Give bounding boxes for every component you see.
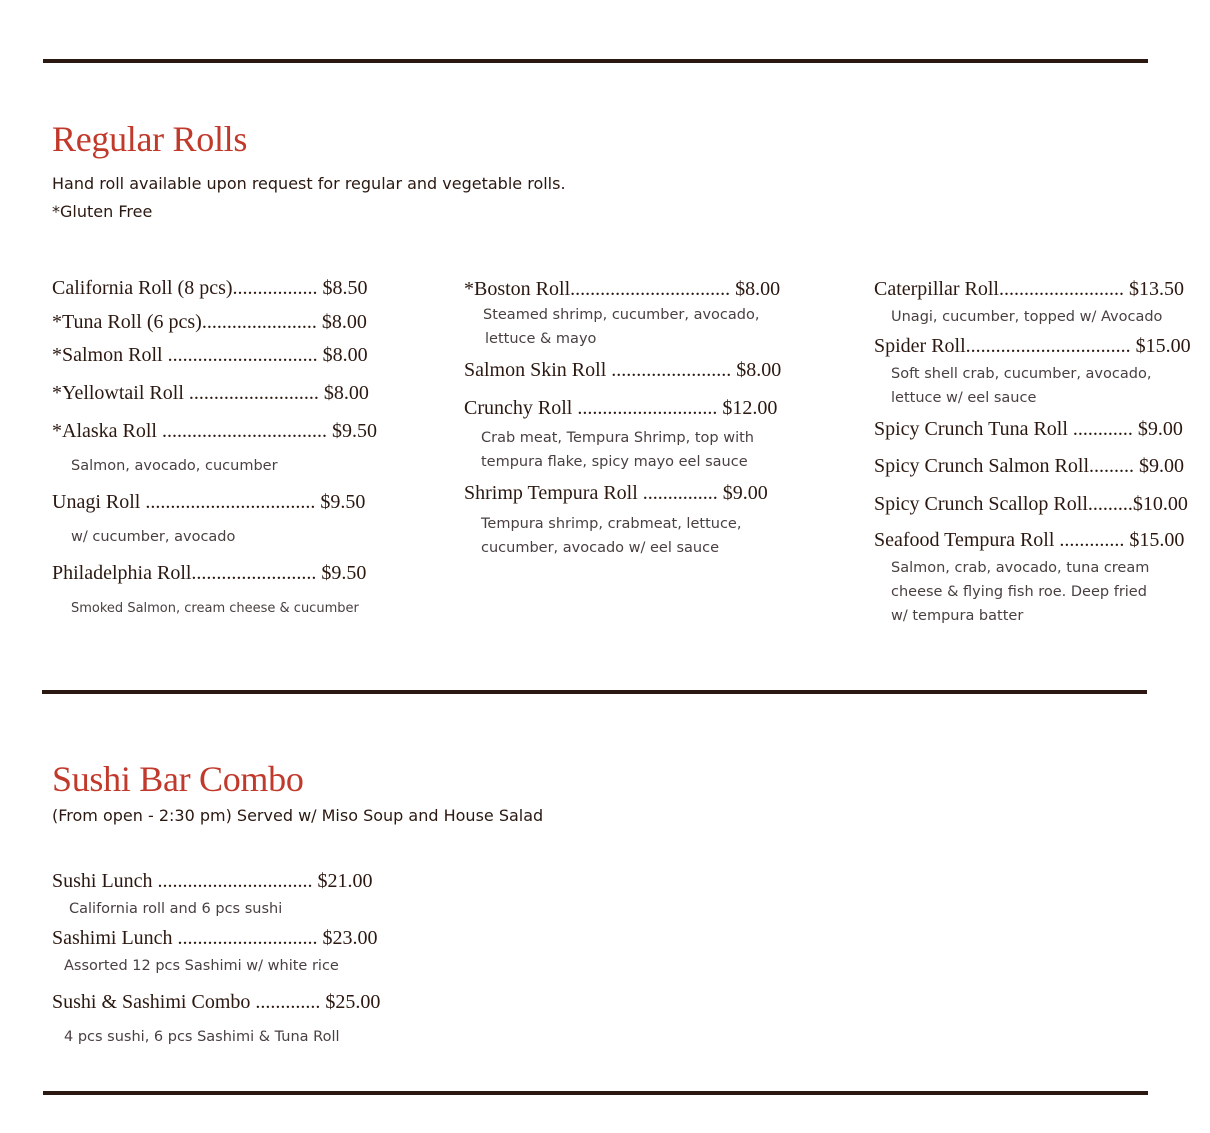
menu-item-sushi-lunch: Sushi Lunch ............................... $21.00 — [52, 870, 373, 892]
menu-item-spicy-crunch-scallop-roll: Spicy Crunch Scallop Roll.........$10.00 — [874, 493, 1188, 515]
menu-item-sushi-sashimi-combo: Sushi & Sashimi Combo ............. $25.00 — [52, 991, 381, 1013]
menu-item-california-roll: California Roll (8 pcs)................. $8.50 — [52, 277, 368, 299]
gluten-free-note: *Gluten Free — [52, 202, 153, 221]
menu-item-spicy-crunch-tuna-roll: Spicy Crunch Tuna Roll ............ $9.00 — [874, 418, 1183, 440]
seafood-tempura-roll-desc-line1: Salmon, crab, avocado, tuna cream — [891, 560, 1150, 576]
menu-item-spider-roll: Spider Roll................................. $15.00 — [874, 335, 1191, 357]
hand-roll-note: Hand roll available upon request for regular and vegetable rolls. — [52, 174, 566, 193]
menu-item-caterpillar-roll-desc: Unagi, cucumber, topped w/ Avocado — [891, 309, 1163, 325]
menu-item-alaska-roll-desc: Salmon, avocado, cucumber — [71, 458, 278, 474]
menu-item-seafood-tempura-roll-desc — [891, 556, 1149, 628]
menu-item-sashimi-lunch-desc: Assorted 12 pcs Sashimi w/ white rice — [64, 958, 339, 974]
menu-item-crunchy-roll: Crunchy Roll ............................ $12.00 — [464, 397, 778, 419]
menu-item-boston-roll: *Boston Roll................................ $8.00 — [464, 278, 781, 300]
menu-item-spider-roll-desc — [891, 362, 1151, 410]
menu-item-sushi-sashimi-combo-desc: 4 pcs sushi, 6 pcs Sashimi & Tuna Roll — [64, 1029, 340, 1045]
menu-item-tuna-roll: *Tuna Roll (6 pcs)....................... $8.00 — [52, 311, 367, 333]
spider-roll-desc-line2: lettuce w/ eel sauce — [891, 390, 1037, 406]
menu-item-salmon-roll: *Salmon Roll .............................. $8.00 — [52, 344, 368, 366]
shrimp-tempura-roll-desc-line2: cucumber, avocado w/ eel sauce — [481, 540, 719, 556]
menu-item-unagi-roll: Unagi Roll .................................. $9.50 — [52, 491, 366, 513]
menu-item-shrimp-tempura-roll-desc — [481, 512, 741, 560]
divider-middle — [42, 690, 1147, 694]
menu-item-shrimp-tempura-roll: Shrimp Tempura Roll ............... $9.00 — [464, 482, 768, 504]
crunchy-roll-desc-line2: tempura flake, spicy mayo eel sauce — [481, 454, 748, 470]
divider-bottom — [43, 1091, 1148, 1095]
menu-item-sashimi-lunch: Sashimi Lunch ............................ $23.00 — [52, 927, 378, 949]
menu-item-spicy-crunch-salmon-roll: Spicy Crunch Salmon Roll......... $9.00 — [874, 455, 1184, 477]
menu-item-philadelphia-roll-desc: Smoked Salmon, cream cheese & cucumber — [71, 601, 359, 616]
menu-item-crunchy-roll-desc — [481, 426, 754, 474]
sushi-bar-combo-note: (From open - 2:30 pm) Served w/ Miso Soup and House Salad — [52, 806, 544, 825]
menu-item-boston-roll-desc — [483, 303, 759, 351]
crunchy-roll-desc-line1: Crab meat, Tempura Shrimp, top with — [481, 430, 754, 446]
sushi-bar-combo-title: Sushi Bar Combo — [52, 759, 304, 799]
boston-roll-desc-line2: lettuce & mayo — [485, 331, 597, 347]
seafood-tempura-roll-desc-line3: w/ tempura batter — [891, 608, 1024, 624]
menu-item-unagi-roll-desc: w/ cucumber, avocado — [71, 529, 236, 545]
regular-rolls-title: Regular Rolls — [52, 119, 248, 159]
regular-rolls-note — [52, 170, 566, 226]
menu-item-seafood-tempura-roll: Seafood Tempura Roll ............. $15.00 — [874, 529, 1185, 551]
menu-item-caterpillar-roll: Caterpillar Roll......................... $13.50 — [874, 278, 1184, 300]
spider-roll-desc-line1: Soft shell crab, cucumber, avocado, — [891, 366, 1152, 382]
divider-top — [43, 59, 1148, 63]
seafood-tempura-roll-desc-line2: cheese & flying fish roe. Deep fried — [891, 584, 1147, 600]
shrimp-tempura-roll-desc-line1: Tempura shrimp, crabmeat, lettuce, — [481, 516, 742, 532]
menu-item-philadelphia-roll: Philadelphia Roll......................... $9.50 — [52, 562, 367, 584]
menu-item-yellowtail-roll: *Yellowtail Roll .......................... $8.00 — [52, 382, 369, 404]
menu-item-salmon-skin-roll: Salmon Skin Roll ........................ $8.00 — [464, 359, 782, 381]
menu-item-sushi-lunch-desc: California roll and 6 pcs sushi — [69, 901, 283, 917]
menu-item-alaska-roll: *Alaska Roll ................................. $9.50 — [52, 420, 377, 442]
boston-roll-desc-line1: Steamed shrimp, cucumber, avocado, — [483, 307, 760, 323]
